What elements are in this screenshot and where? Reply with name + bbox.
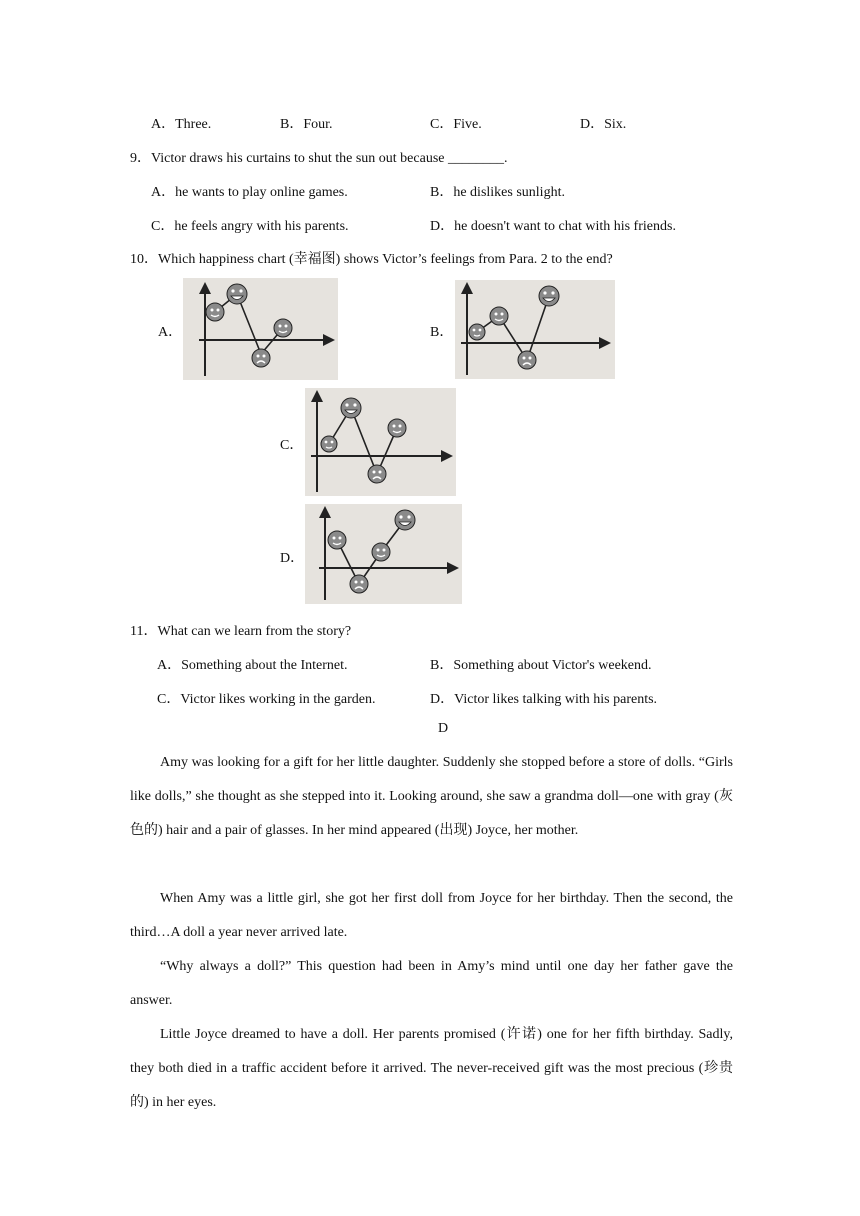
neutral-face-icon	[206, 303, 224, 321]
neutral-face-icon	[490, 307, 508, 325]
happiness-chart-a	[183, 278, 338, 380]
sad-face-icon	[518, 351, 536, 369]
q10-option-d-label: D．	[280, 551, 305, 566]
happy-face-icon	[395, 510, 415, 530]
q9-option-d: D．he doesn't want to chat with his friends.	[430, 219, 676, 234]
happy-face-icon	[227, 284, 247, 304]
q10-option-b-label: B．	[430, 325, 454, 340]
neutral-face-icon	[328, 531, 346, 549]
q9-option-a: A．he wants to play online games.	[151, 185, 348, 200]
q10-stem: 10．Which happiness chart (幸福图) shows Victor’s feelings from Para. 2 to the end?	[130, 252, 613, 267]
happy-face-icon	[341, 398, 361, 418]
q9-stem: 9．Victor draws his curtains to shut the sun out because ________.	[130, 151, 508, 166]
q9-option-c: C．he feels angry with his parents.	[151, 219, 349, 234]
happiness-chart-c	[305, 388, 456, 496]
q8-option-c: C．Five.	[430, 117, 482, 132]
neutral-face-icon	[469, 324, 485, 340]
q8-option-a: A．Three.	[151, 117, 212, 132]
q9-option-b: B．he dislikes sunlight.	[430, 185, 565, 200]
q11-option-b: B．Something about Victor's weekend.	[430, 658, 652, 673]
neutral-face-icon	[274, 319, 292, 337]
happiness-chart-d	[305, 504, 462, 604]
happiness-chart-b	[455, 280, 615, 379]
q11-option-c: C．Victor likes working in the garden.	[157, 692, 376, 707]
sad-face-icon	[368, 465, 386, 483]
passage-paragraph: Little Joyce dreamed to have a doll. Her parents promised (许诺) one for her fifth birthday. Sadly, they both died in a traffic accident before it arrived. The never-received gift was the most precious (珍贵的) in her eyes.	[130, 1027, 733, 1110]
happy-face-icon	[539, 286, 559, 306]
q11-stem: 11．What can we learn from the story?	[130, 624, 352, 639]
q10-option-a-label: A．	[158, 325, 183, 340]
neutral-face-icon	[388, 419, 406, 437]
neutral-face-icon	[321, 436, 337, 452]
passage-paragraph: Amy was looking for a gift for her little daughter. Suddenly she stopped before a store of dolls. “Girls like dolls,” she thought as she stepped into it. Looking around, she saw a grandma doll—one with gray (灰色的) hair and a pair of glasses. In her mind appeared (出现) Joyce, her mother.	[130, 755, 733, 838]
passage-paragraph: When Amy was a little girl, she got her first doll from Joyce for her birthday. Then the second, the third…A doll a year never arrived late.	[130, 891, 733, 940]
sad-face-icon	[350, 575, 368, 593]
neutral-face-icon	[372, 543, 390, 561]
section-heading: D	[437, 721, 449, 736]
q10-option-c-label: C．	[280, 438, 304, 453]
passage-paragraph: “Why always a doll?” This question had been in Amy’s mind until one day her father gave the answer.	[130, 959, 733, 1008]
q8-option-d: D．Six.	[580, 117, 627, 132]
q11-option-a: A．Something about the Internet.	[157, 658, 348, 673]
q8-option-b: B．Four.	[280, 117, 333, 132]
q11-option-d: D．Victor likes talking with his parents.	[430, 692, 658, 707]
sad-face-icon	[252, 349, 270, 367]
